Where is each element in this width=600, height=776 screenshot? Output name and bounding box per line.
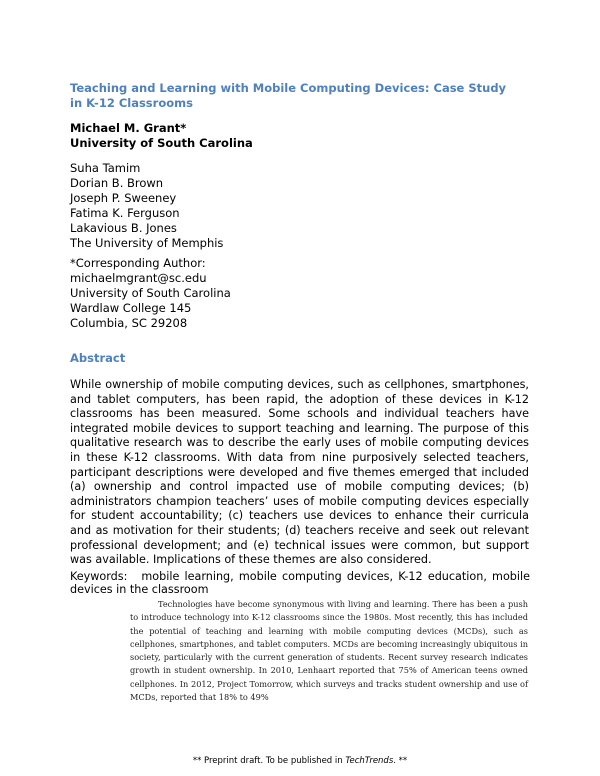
correspondence-block bbox=[70, 256, 231, 331]
footer-journal: TechTrends bbox=[345, 756, 394, 766]
footer-suffix: . ** bbox=[393, 756, 408, 766]
coauthor-name: Dorian B. Brown bbox=[70, 176, 164, 190]
keywords-label: Keywords: bbox=[70, 570, 128, 583]
correspondence-city: Columbia, SC 29208 bbox=[70, 316, 188, 330]
coauthor-affiliation: The University of Memphis bbox=[70, 236, 224, 250]
body-text bbox=[130, 598, 528, 704]
lead-author-name: Michael M. Grant* bbox=[70, 121, 187, 135]
abstract-heading: Abstract bbox=[70, 351, 126, 365]
footer-prefix: ** Preprint draft. To be published in bbox=[192, 756, 346, 766]
coauthor-name: Suha Tamim bbox=[70, 161, 141, 175]
correspondence-institution: University of South Carolina bbox=[70, 286, 231, 300]
page-footer bbox=[0, 755, 600, 767]
correspondence-label: *Corresponding Author: bbox=[70, 256, 206, 270]
body-paragraph: Technologies have become synonymous with living and learning. There has been a push to introduce technology into K-12 classrooms since the 1980s. Most recently, this has included the potential of teaching and learning with mobile computing devices (MCDs), such as cellphones, smartphones, and tablet computers. MCDs are becoming increasingly ubiquitous in society, particularly with the current generation of students. Recent survey research indicates growth in student ownership. In 2010, Lenhaart reported that 75% of American teens owned cellphones. In 2012, Project Tomorrow, which surveys and tracks student ownership and use of MCDs, reported that 18% to 49% bbox=[130, 599, 528, 703]
coauthor-name: Lakavious B. Jones bbox=[70, 221, 177, 235]
keywords-text: mobile learning, mobile computing devices, K-12 education, mobile devices in the classroom bbox=[70, 570, 530, 596]
paper-title: Teaching and Learning with Mobile Computing Devices: Case Study in K-12 Classrooms bbox=[70, 81, 507, 110]
keywords bbox=[70, 570, 530, 596]
lead-author-affiliation: University of South Carolina bbox=[70, 136, 253, 150]
abstract-text: While ownership of mobile computing devices, such as cellphones, smartphones, and tablet computers, has been rapid, the adoption of these devices in K-12 classrooms has been measured. Some schools and individual teachers have integrated mobile devices to support teaching and learning. The purpose of this qualitative research was to describe the early uses of mobile computing devices in these K-12 classrooms. With data from nine purposively selected teachers, participant descriptions were developed and five themes emerged that included (a) ownership and control impacted use of mobile computing devices; (b) administrators champion teachers’ uses of mobile computing devices especially for student accountability; (c) teachers use devices to enhance their curricula and as motivation for their students; (d) teachers receive and seek out relevant professional development; and (e) technical issues were common, but support was available. Implications of these themes are also considered. bbox=[70, 378, 529, 567]
coauthor-name: Fatima K. Ferguson bbox=[70, 206, 180, 220]
coauthor-block bbox=[70, 161, 223, 251]
coauthor-name: Joseph P. Sweeney bbox=[70, 191, 177, 205]
correspondence-email[interactable]: michaelmgrant@sc.edu bbox=[70, 271, 207, 285]
correspondence-building: Wardlaw College 145 bbox=[70, 301, 192, 315]
lead-author-block bbox=[70, 121, 253, 151]
